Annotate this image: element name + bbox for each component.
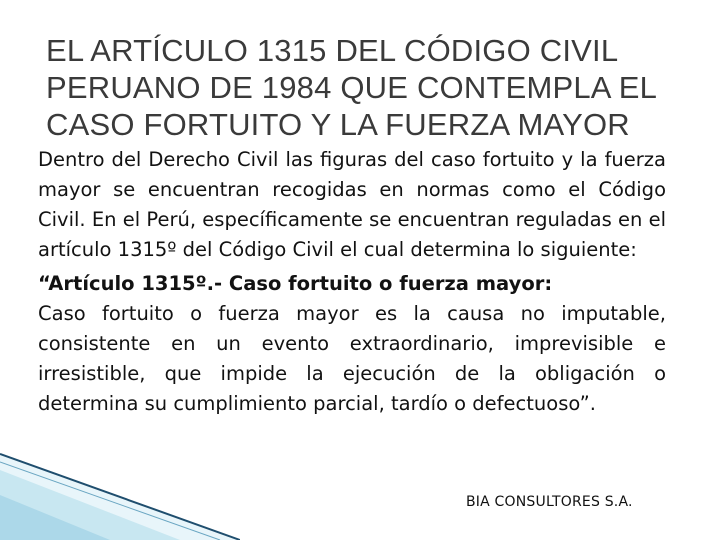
footer-company: BIA CONSULTORES S.A. xyxy=(466,494,633,510)
title-line-3: CASO FORTUITO Y LA FUERZA MAYOR xyxy=(46,107,630,142)
article-text: Caso fortuito o fuerza mayor es la causa no imputable, consistente en un evento extraordinario, imprevisible e irresistible, que impide la ejecución de la obligación o determina su cumplimiento parcial, tardío o defectuoso”. xyxy=(38,302,666,415)
article-heading: “Artículo 1315º.- Caso fortuito o fuerza mayor: xyxy=(38,272,553,295)
slide-body xyxy=(38,145,666,419)
title-line-1: EL ARTÍCULO 1315 DEL CÓDIGO CIVIL xyxy=(46,33,619,68)
intro-paragraph: Dentro del Derecho Civil las figuras del caso fortuito y la fuerza mayor se encuentran recogidas en normas como el Código Civil. En el Perú, específicamente se encuentran reguladas en el artículo 1315º del Código Civil el cual determina lo siguiente: xyxy=(38,148,666,261)
slide-title xyxy=(46,32,686,143)
corner-decoration xyxy=(0,440,240,540)
title-line-2: PERUANO DE 1984 QUE CONTEMPLA EL xyxy=(46,70,658,105)
